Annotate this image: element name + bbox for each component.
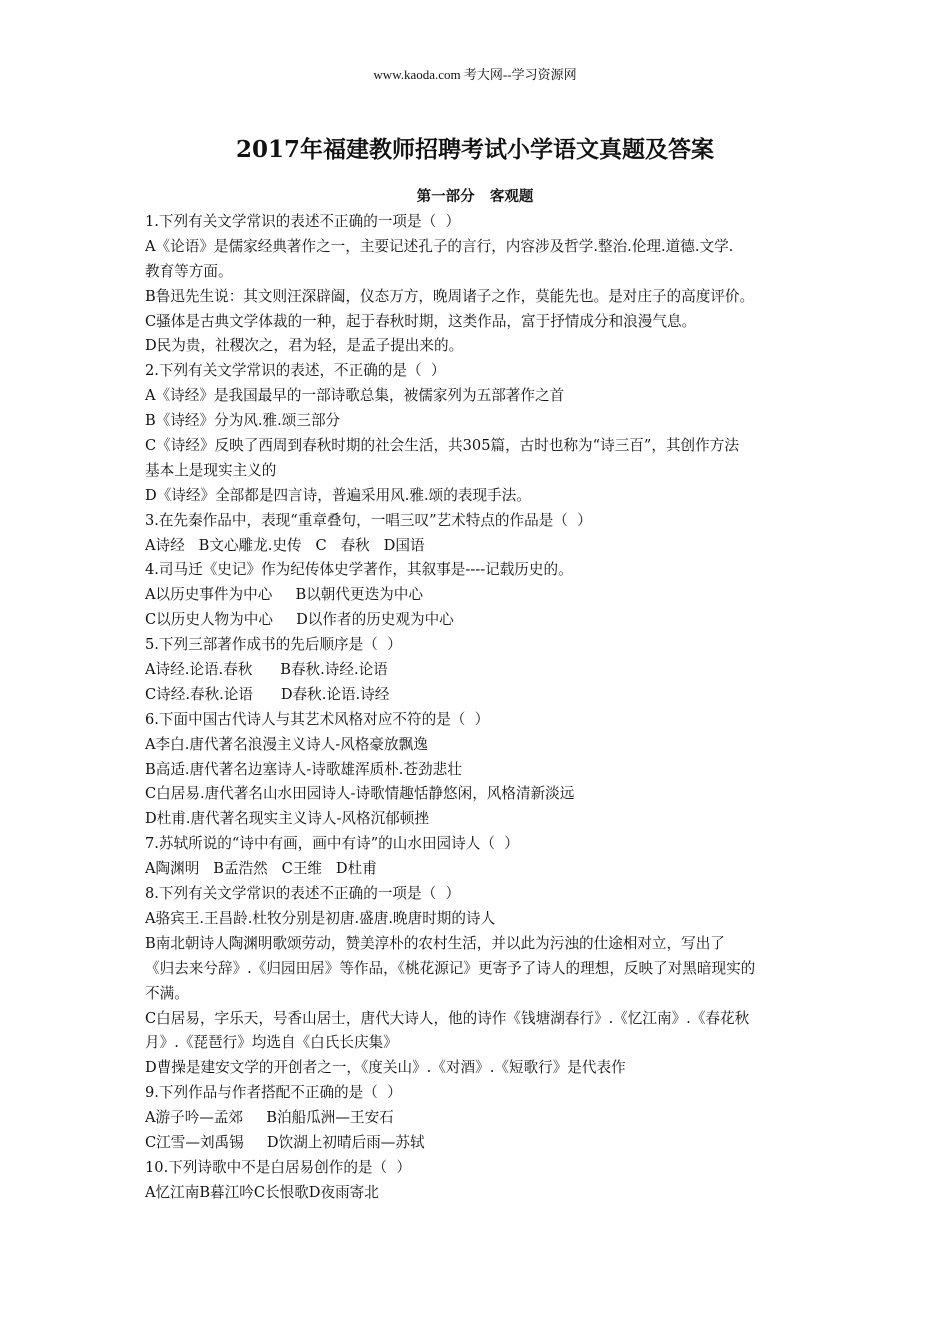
text-line: C诗经.春秋.论语 D春秋.论语.诗经 — [145, 685, 390, 703]
text-line: 月》.《琵琶行》均选自《白氏长庆集》 — [145, 1034, 398, 1052]
text-line: 4.司马迁《史记》作为纪传体史学著作，其叙事是----记载历史的。 — [145, 561, 573, 579]
text-line: 《归去来兮辞》.《归园田居》等作品，《桃花源记》更寄予了诗人的理想，反映了对黑暗现实的 — [145, 959, 756, 977]
text-line: A以历史事件为中心 B以朝代更迭为中心 — [145, 586, 423, 604]
text-line: A忆江南B暮江吟C长恨歌D夜雨寄北 — [145, 1183, 379, 1201]
text-line: 1.下列有关文学常识的表述不正确的一项是（ ） — [145, 213, 461, 230]
text-line: D曹操是建安文学的开创者之一，《度关山》.《对酒》.《短歌行》是代表作 — [145, 1059, 626, 1077]
text-line: C以历史人物为中心 D以作者的历史观为中心 — [145, 611, 454, 629]
text-line: 8.下列有关文学常识的表述不正确的一项是（ ） — [145, 885, 461, 903]
question-text-block — [145, 210, 825, 1206]
text-line: A《诗经》是我国最早的一部诗歌总集，被儒家列为五部著作之首 — [145, 387, 565, 405]
text-line: 5.下列三部著作成书的先后顺序是（ ） — [145, 636, 402, 654]
text-line: 基本上是现实主义的 — [145, 461, 277, 479]
text-line: D杜甫.唐代著名现实主义诗人-风格沉郁顿挫 — [145, 810, 429, 828]
text-line: C江雪—刘禹锡 D饮湖上初晴后雨—苏轼 — [145, 1133, 425, 1151]
text-line: A诗经.论语.春秋 B春秋.诗经.论语 — [145, 661, 388, 679]
text-line: D《诗经》全部都是四言诗，普遍采用风.雅.颂的表现手法。 — [145, 486, 531, 504]
text-line: B南北朝诗人陶渊明歌颂劳动，赞美淳朴的农村生活，并以此为污浊的仕途相对立，写出了 — [145, 934, 725, 952]
text-line: A游子吟—孟郊 B泊船瓜洲—王安石 — [145, 1109, 394, 1127]
document-title: 2017年福建教师招聘考试小学语文真题及答案 — [235, 136, 714, 163]
text-line: 3.在先秦作品中，表现“重章叠句，一唱三叹”艺术特点的作品是（ ） — [145, 511, 592, 529]
text-line: A诗经 B文心雕龙.史传 C 春秋 D国语 — [145, 536, 425, 554]
text-line: D民为贵，社稷次之，君为轻，是孟子提出来的。 — [145, 337, 464, 355]
text-line: 10.下列诗歌中不是白居易创作的是（ ） — [145, 1158, 411, 1176]
text-line: C白居易.唐代著名山水田园诗人-诗歌情趣恬静悠闲，风格清新淡远 — [145, 785, 575, 803]
text-line: A李白.唐代著名浪漫主义诗人-风格豪放飘逸 — [145, 735, 428, 753]
text-line: C白居易，字乐天，号香山居士，唐代大诗人，他的诗作《钱塘湖春行》.《忆江南》.《春花秋 — [145, 1009, 750, 1027]
text-line: 2.下列有关文学常识的表述，不正确的是（ ） — [145, 362, 446, 380]
text-line: A《论语》是儒家经典著作之一，主要记述孔子的言行，内容涉及哲学.整治.伦理.道德.文学. — [145, 237, 734, 255]
text-line: 9.下列作品与作者搭配不正确的是（ ） — [145, 1084, 402, 1102]
section-heading: 第一部分 客观题 — [416, 188, 534, 205]
text-line: A陶渊明 B孟浩然 C王维 D杜甫 — [145, 860, 377, 878]
text-line: B《诗经》分为风.雅.颂三部分 — [145, 412, 341, 430]
text-line: 7.苏轼所说的“诗中有画，画中有诗”的山水田园诗人（ ） — [145, 835, 519, 853]
text-line: C骚体是古典文学体裁的一种，起于春秋时期，这类作品，富于抒情成分和浪漫气息。 — [145, 312, 697, 330]
text-line: C《诗经》反映了西周到春秋时期的社会生活，共305篇，古时也称为“诗三百”，其创作方法 — [145, 437, 739, 455]
text-line: A骆宾王.王昌龄.杜牧分别是初唐.盛唐.晚唐时期的诗人 — [145, 909, 496, 927]
site-header: www.kaoda.com 考大网--学习资源网 — [373, 67, 577, 82]
text-line: B鲁迅先生说：其文则汪深辟阖，仪态万方，晚周诸子之作，莫能先也。是对庄子的高度评价。 — [145, 287, 755, 305]
text-line: 教育等方面。 — [145, 262, 233, 280]
text-line: 6.下面中国古代诗人与其艺术风格对应不符的是（ ） — [145, 710, 490, 728]
text-line: 不满。 — [145, 984, 189, 1002]
text-line: B高适.唐代著名边塞诗人-诗歌雄浑质朴.苍劲悲壮 — [145, 760, 462, 778]
